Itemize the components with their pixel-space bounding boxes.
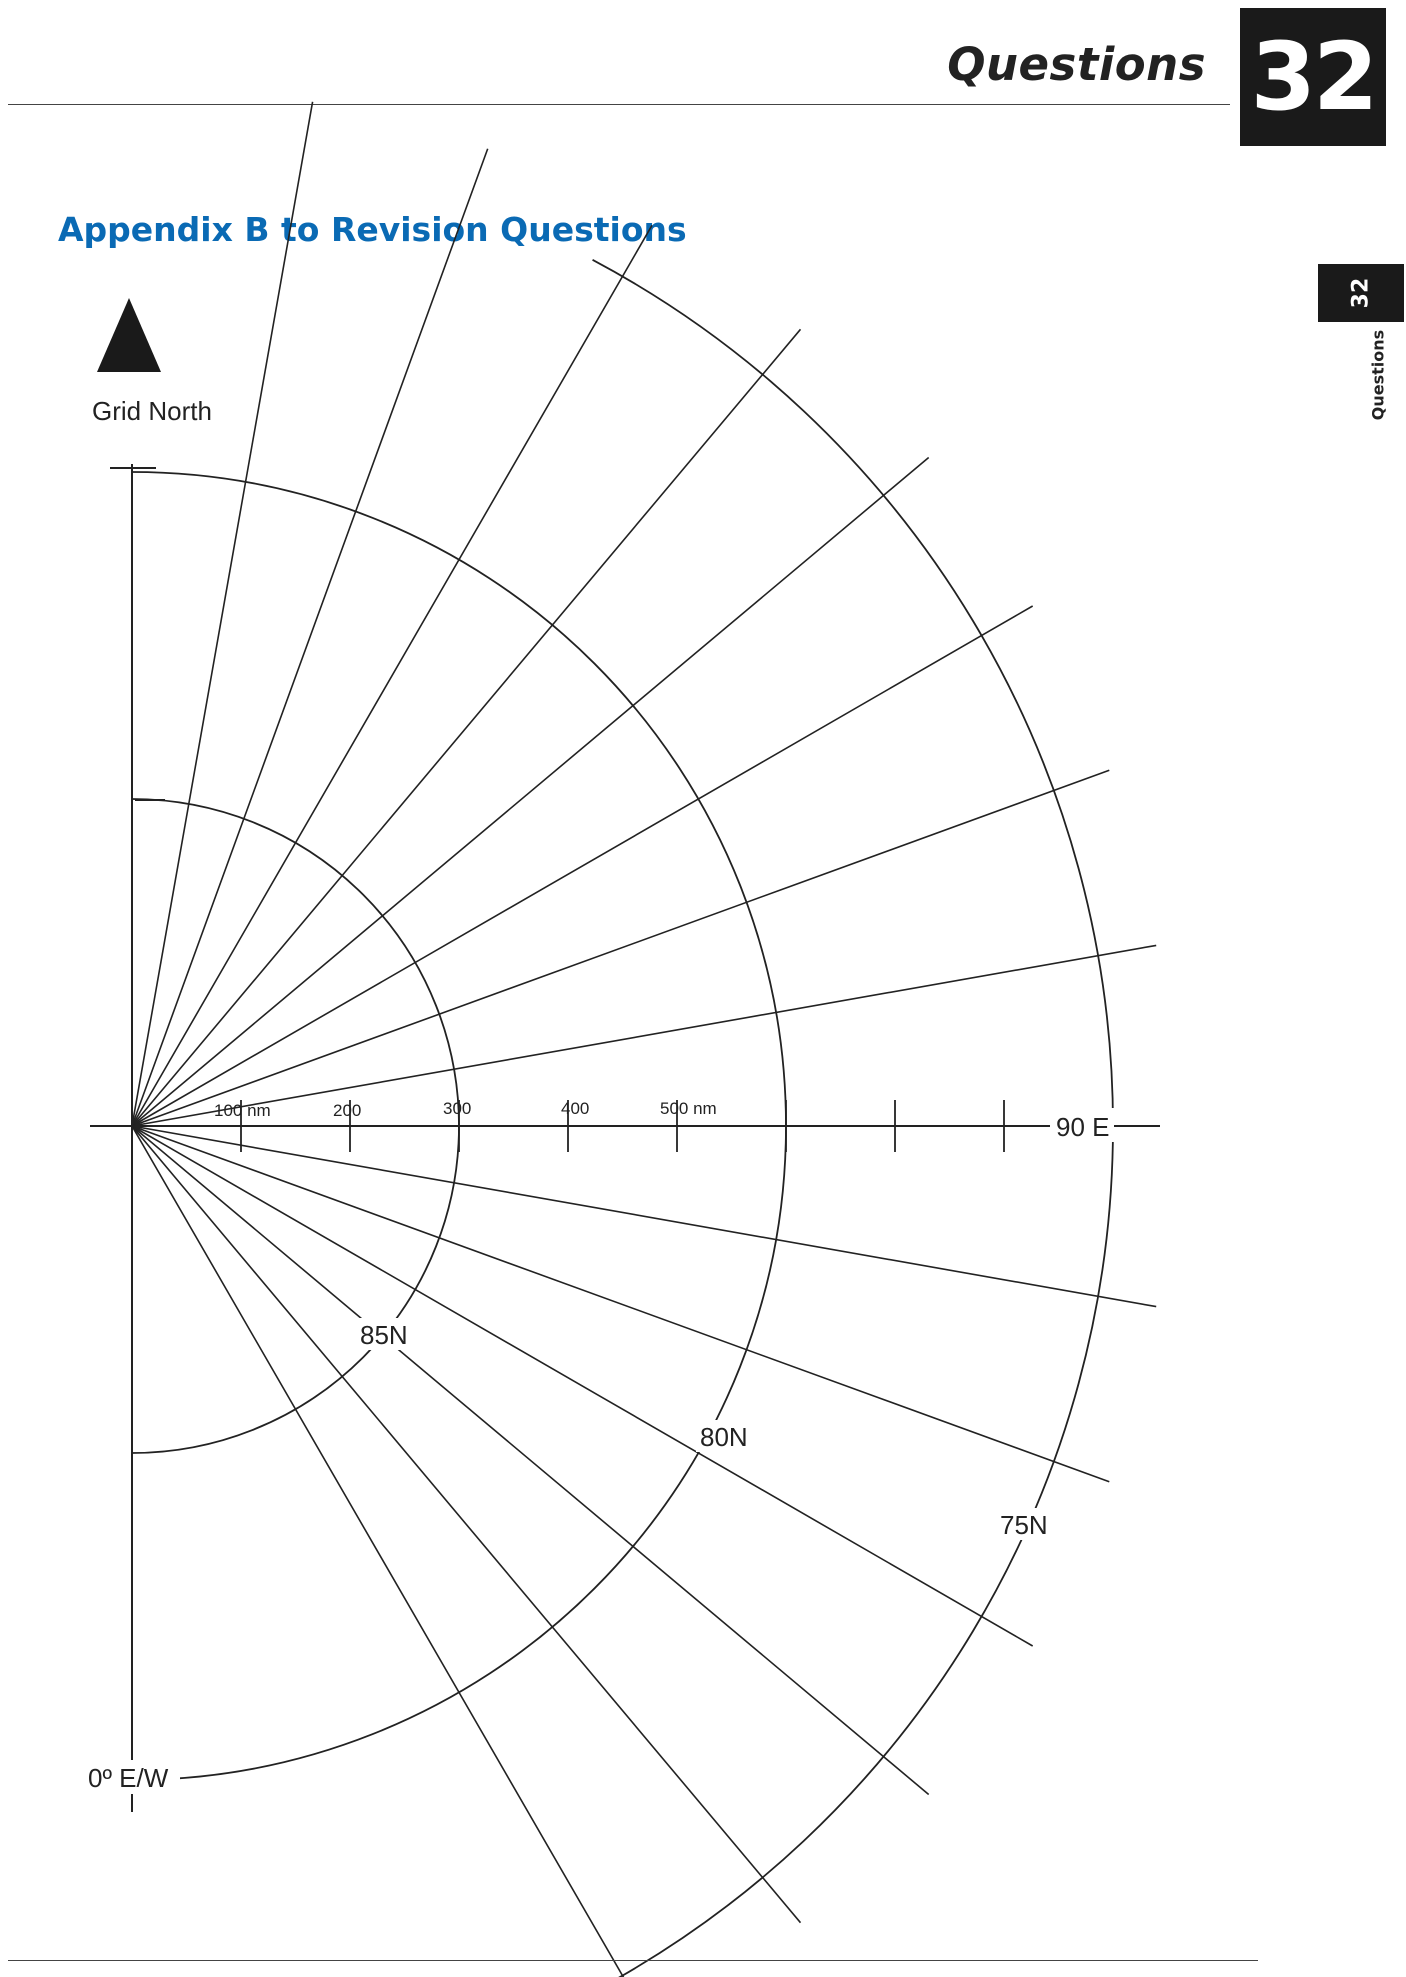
parallel-label-80n: 80N [700, 1422, 748, 1452]
meridian-line [132, 1126, 652, 1977]
footer-rule [8, 1960, 1258, 1961]
parallel-label-85n: 85N [360, 1320, 408, 1350]
side-tab-number: 32 [1348, 277, 1374, 309]
meridian-line [132, 770, 1109, 1126]
scale-label-400: 400 [561, 1099, 590, 1118]
header-title: Questions [947, 38, 1206, 91]
parallel-label-75n: 75N [1000, 1510, 1048, 1540]
meridian-line [132, 225, 652, 1126]
meridian-line [132, 102, 313, 1126]
meridian-line [132, 1126, 1109, 1482]
scale-label-500: 500 nm [660, 1099, 717, 1118]
grid-north-arrow-icon [97, 298, 161, 372]
parallel-arcs [132, 260, 1113, 1977]
meridian-line [132, 1126, 1033, 1646]
meridian-line [132, 329, 800, 1126]
scale-label-100: 100 nm [214, 1101, 271, 1120]
meridian-line [132, 945, 1156, 1126]
meridian-line [132, 458, 929, 1126]
meridian-line [132, 1126, 929, 1794]
meridian-lines [132, 102, 1156, 1977]
scale-label-300: 300 [443, 1099, 472, 1118]
scale-label-200: 200 [333, 1101, 362, 1120]
side-tab-label: Questions [1368, 329, 1388, 421]
chapter-number-box: 32 [1240, 8, 1386, 146]
grid-north-label: Grid North [92, 396, 212, 426]
meridian-line [132, 1126, 1156, 1307]
parallel-arc [593, 260, 1113, 1977]
meridian-line [132, 1126, 800, 1923]
meridian-line [132, 606, 1033, 1126]
appendix-title: Appendix B to Revision Questions [58, 210, 687, 249]
meridian-line [132, 149, 488, 1126]
meridian-label-90e: 90 E [1056, 1112, 1110, 1142]
reference-label-0ew: 0º E/W [88, 1763, 169, 1793]
